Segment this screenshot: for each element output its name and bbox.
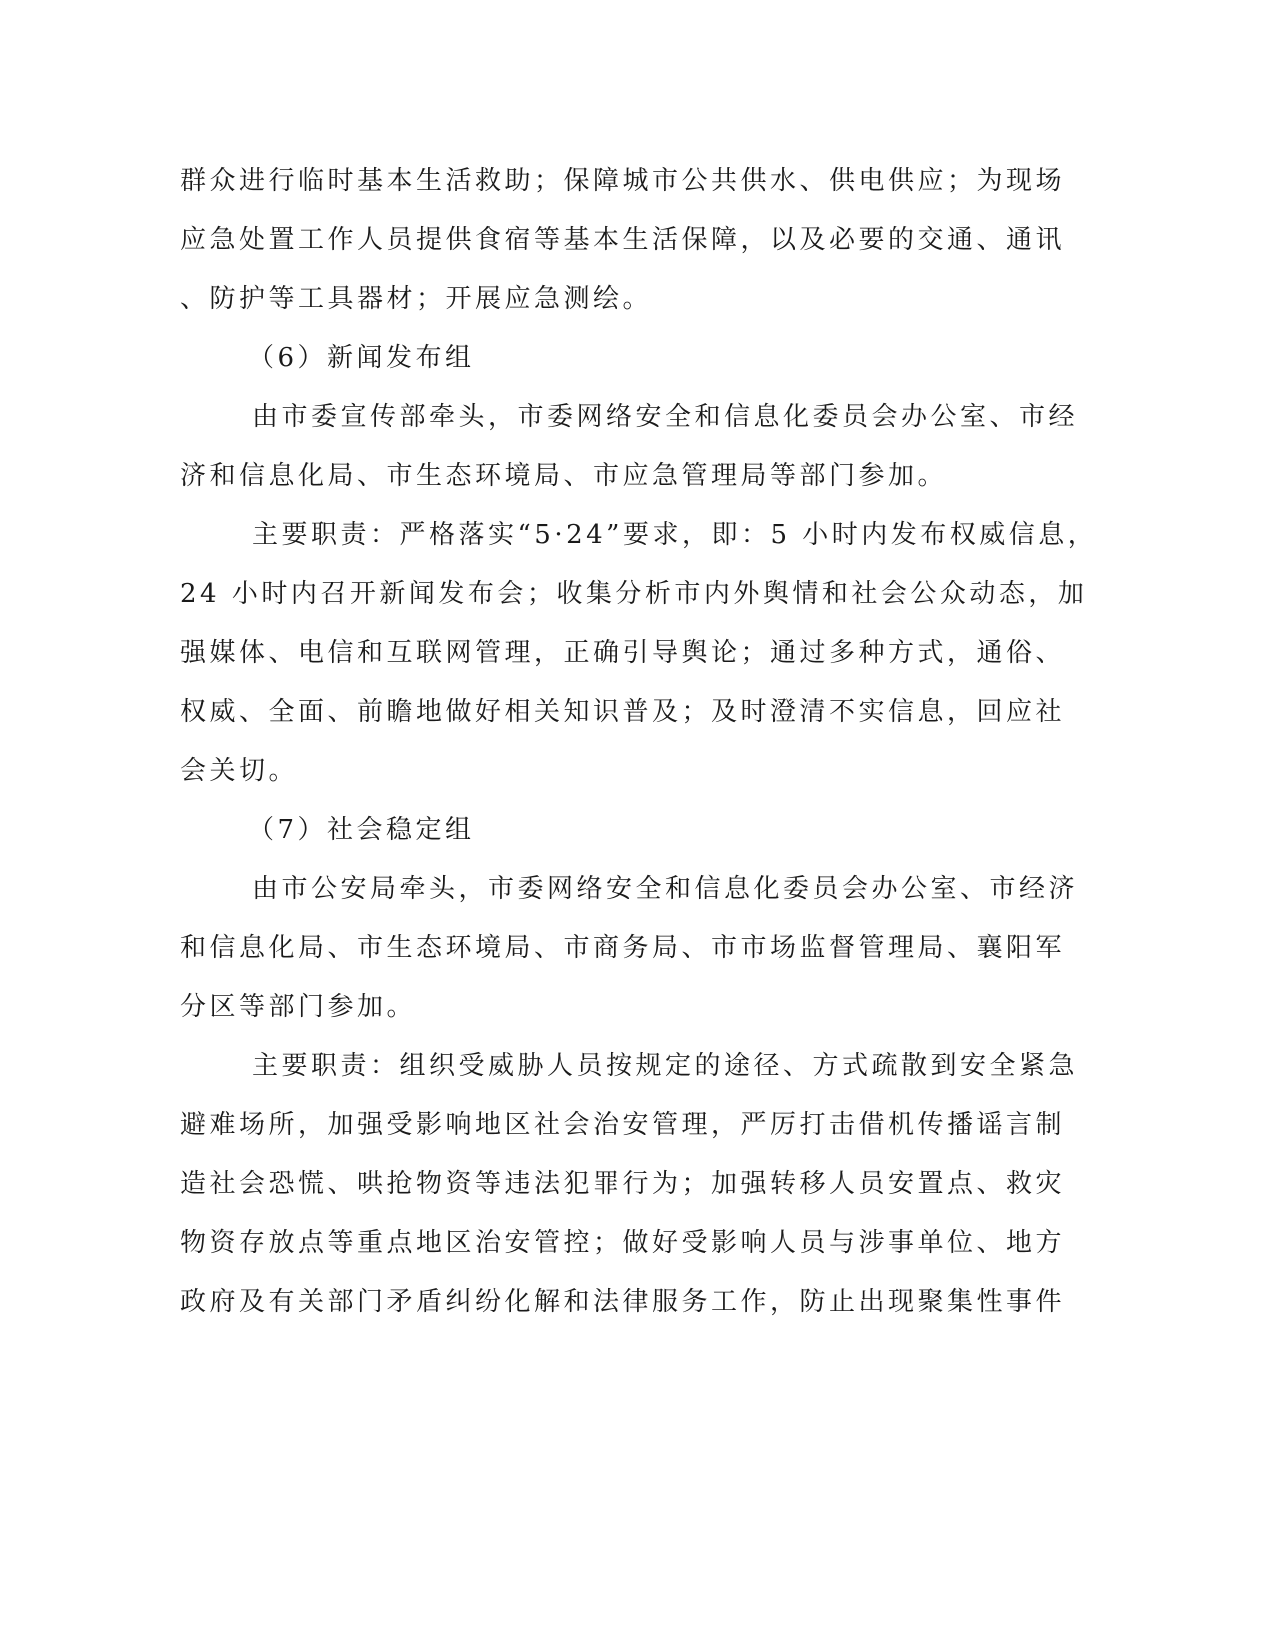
body-text-line: 主要职责：严格落实“5·24”要求，即：5 小时内发布权威信息， bbox=[252, 520, 1098, 550]
body-text-line: 主要职责：组织受威胁人员按规定的途径、方式疏散到安全紧急 bbox=[252, 1051, 1079, 1081]
section-heading-social-stability: （7）社会稳定组 bbox=[248, 815, 475, 845]
body-text-line: 群众进行临时基本生活救助；保障城市公共供水、供电供应；为现场 bbox=[180, 166, 1066, 196]
body-text-line: 和信息化局、市生态环境局、市商务局、市市场监督管理局、襄阳军 bbox=[180, 933, 1066, 963]
section-heading-news-release: （6）新闻发布组 bbox=[248, 343, 475, 373]
body-text-line: 应急处置工作人员提供食宿等基本生活保障，以及必要的交通、通讯 bbox=[180, 225, 1066, 255]
body-text-line: 物资存放点等重点地区治安管控；做好受影响人员与涉事单位、地方 bbox=[180, 1228, 1066, 1258]
body-text-line: 由市公安局牵头，市委网络安全和信息化委员会办公室、市经济 bbox=[252, 874, 1079, 904]
body-text-line: 24 小时内召开新闻发布会；收集分析市内外舆情和社会公众动态，加 bbox=[180, 579, 1088, 609]
body-text-line: 权威、全面、前瞻地做好相关知识普及；及时澄清不实信息，回应社 bbox=[180, 697, 1066, 727]
body-text-line: 强媒体、电信和互联网管理，正确引导舆论；通过多种方式，通俗、 bbox=[180, 638, 1066, 668]
body-text-line: 、防护等工具器材；开展应急测绘。 bbox=[180, 284, 653, 314]
body-text-line: 由市委宣传部牵头，市委网络安全和信息化委员会办公室、市经 bbox=[252, 402, 1079, 432]
body-text-line: 造社会恐慌、哄抢物资等违法犯罪行为；加强转移人员安置点、救灾 bbox=[180, 1169, 1066, 1199]
body-text-line: 济和信息化局、市生态环境局、市应急管理局等部门参加。 bbox=[180, 461, 948, 491]
body-text-line: 分区等部门参加。 bbox=[180, 992, 417, 1022]
body-text-line: 避难场所，加强受影响地区社会治安管理，严厉打击借机传播谣言制 bbox=[180, 1110, 1066, 1140]
body-text-line: 政府及有关部门矛盾纠纷化解和法律服务工作，防止出现聚集性事件 bbox=[180, 1287, 1066, 1317]
body-text-line: 会关切。 bbox=[180, 756, 299, 786]
